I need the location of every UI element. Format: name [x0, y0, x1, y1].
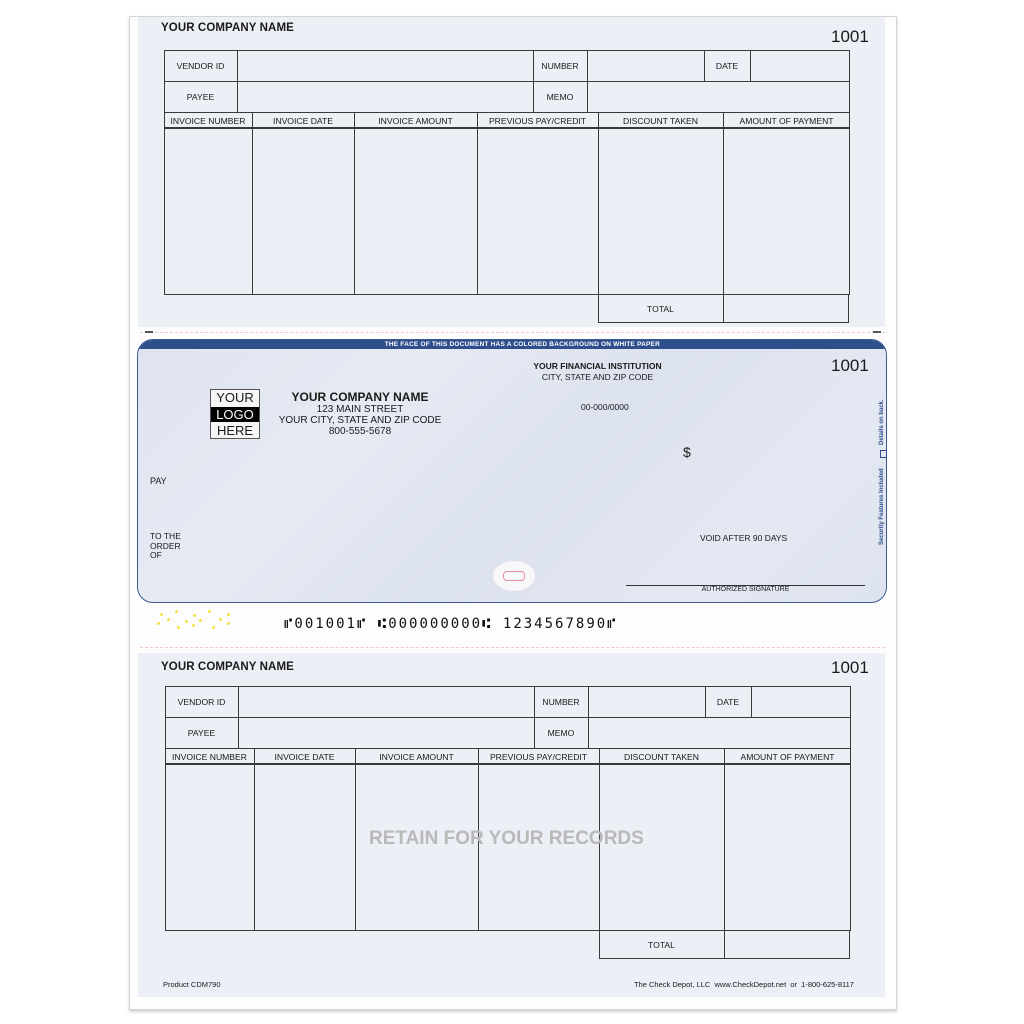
logo-text: YOUR	[216, 390, 254, 405]
order-label	[150, 532, 181, 561]
col-amount-of-payment: AMOUNT OF PAYMENT	[739, 115, 834, 126]
check-company-block	[270, 390, 450, 437]
stub-check-number: 1001	[831, 27, 869, 46]
routing-fraction: 00-000/0000	[581, 402, 629, 412]
label-date: DATE	[716, 696, 740, 707]
bank-city: CITY, STATE AND ZIP CODE	[541, 372, 654, 382]
dollar-sign: $	[683, 444, 691, 460]
stub-company-name: YOUR COMPANY NAME	[161, 22, 294, 34]
label-number: NUMBER	[541, 60, 579, 71]
security-text: Security Features Included	[879, 468, 885, 545]
perforation-line	[140, 647, 885, 648]
company-logo	[210, 389, 260, 439]
retain-watermark: RETAIN FOR YOUR RECORDS	[369, 828, 644, 849]
perf-mark	[873, 331, 881, 333]
col-invoice-number: INVOICE NUMBER	[172, 751, 247, 762]
col-amount-of-payment: AMOUNT OF PAYMENT	[740, 751, 835, 762]
order-line: TO THE	[150, 531, 181, 541]
stub-check-number: 1001	[831, 658, 869, 677]
order-line: ORDER	[150, 540, 181, 551]
void-notice: VOID AFTER 90 DAYS	[700, 533, 788, 543]
key-icon	[503, 571, 525, 581]
label-total: TOTAL	[648, 939, 675, 950]
micr-line: ⑈001001⑈ ⑆000000000⑆ 1234567890⑈	[284, 616, 618, 632]
label-payee: PAYEE	[187, 727, 216, 738]
label-memo: MEMO	[547, 727, 575, 738]
product-code: Product CDM790	[163, 980, 221, 989]
col-invoice-date: INVOICE DATE	[274, 751, 335, 762]
label-payee: PAYEE	[186, 91, 215, 102]
label-date: DATE	[715, 60, 739, 71]
company-street: 123 MAIN STREET	[316, 404, 404, 415]
label-vendor-id: VENDOR ID	[177, 696, 226, 707]
label-memo: MEMO	[546, 91, 574, 102]
vendor-info: The Check Depot, LLC www.CheckDepot.net or 1-800-625-8117	[634, 980, 854, 989]
pay-label: PAY	[150, 476, 167, 486]
label-vendor-id: VENDOR ID	[176, 60, 225, 71]
lock-icon	[880, 450, 887, 458]
perf-mark	[145, 331, 153, 333]
bank-name: YOUR FINANCIAL INSTITUTION	[533, 361, 662, 371]
col-invoice-number: INVOICE NUMBER	[170, 115, 246, 126]
heat-seal-icon	[492, 560, 536, 592]
col-invoice-amount: INVOICE AMOUNT	[378, 115, 453, 126]
col-previous-pay-credit: PREVIOUS PAY/CREDIT	[488, 115, 587, 126]
perforation-line	[140, 332, 885, 333]
order-line: OF	[150, 550, 162, 560]
company-city: YOUR CITY, STATE AND ZIP CODE	[278, 415, 442, 426]
col-previous-pay-credit: PREVIOUS PAY/CREDIT	[489, 751, 588, 762]
banner-text: THE FACE OF THIS DOCUMENT HAS A COLORED BACKGROUND ON WHITE PAPER	[384, 341, 660, 348]
logo-text: HERE	[216, 423, 254, 438]
check-company-name: YOUR COMPANY NAME	[291, 390, 429, 404]
security-dots	[157, 610, 237, 634]
label-number: NUMBER	[542, 696, 580, 707]
label-total: TOTAL	[647, 303, 674, 314]
col-invoice-amount: INVOICE AMOUNT	[379, 751, 454, 762]
col-discount-taken: DISCOUNT TAKEN	[623, 115, 698, 126]
check-number: 1001	[831, 356, 869, 375]
security-features-note	[876, 395, 892, 547]
col-discount-taken: DISCOUNT TAKEN	[624, 751, 699, 762]
logo-text: LOGO	[211, 407, 259, 422]
col-invoice-date: INVOICE DATE	[272, 115, 333, 126]
bank-block	[530, 361, 665, 383]
signature-label: AUTHORIZED SIGNATURE	[701, 586, 790, 593]
security-banner	[138, 340, 886, 349]
stub-company-name: YOUR COMPANY NAME	[161, 661, 294, 673]
security-details: Details on back.	[879, 399, 885, 445]
company-phone: 800-555-5678	[328, 426, 392, 437]
